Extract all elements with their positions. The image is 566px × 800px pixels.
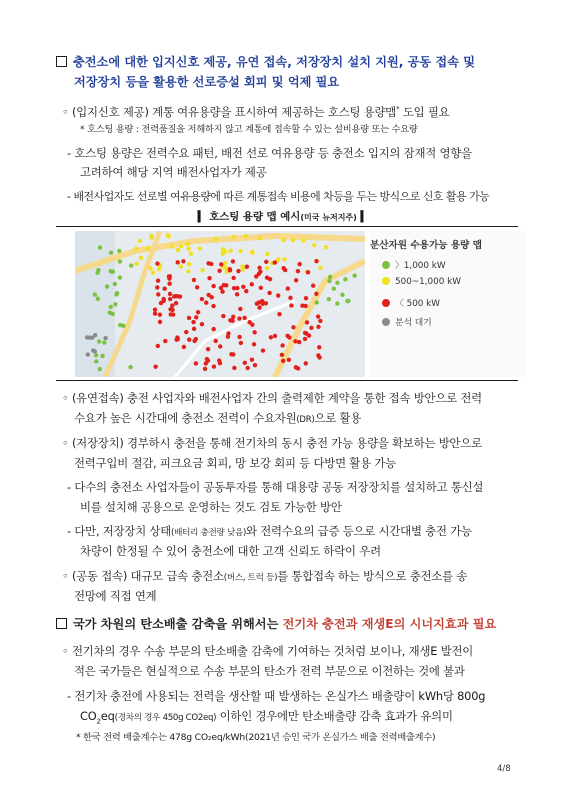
co2-c: 이하인 경우에만 탄소배출량 감축 효과가 유의미 — [216, 709, 453, 723]
map-dot — [242, 316, 246, 320]
map-dot — [252, 342, 256, 346]
map-dot — [223, 261, 227, 265]
map-dot — [103, 336, 107, 340]
map-dot — [317, 355, 321, 359]
map-dot — [206, 293, 210, 297]
map-dot — [317, 345, 321, 349]
map-dot — [194, 361, 198, 365]
map-dot — [186, 269, 190, 273]
p4-line1-a: ◦ (공동 접속) 대규모 급속 충전소 — [62, 569, 224, 583]
map-dot — [194, 315, 198, 319]
map-dot — [316, 325, 320, 329]
map-dot — [306, 270, 310, 274]
map-dot — [158, 312, 162, 316]
map-dot — [156, 279, 160, 283]
map-dot — [228, 268, 232, 272]
p3-dash2-a: - 다만, 저장장치 상태 — [67, 524, 172, 538]
map-dot — [168, 297, 172, 301]
map-dot — [224, 283, 228, 287]
figure-caption — [0, 208, 566, 223]
square-bullet-icon — [56, 56, 67, 67]
map-dot — [117, 249, 121, 253]
map-dot — [335, 281, 339, 285]
map-dot — [332, 286, 336, 290]
map-dot — [96, 297, 100, 301]
legend-title: 분산자원 수용가능 용량 맵 — [370, 240, 482, 251]
map-dot — [277, 312, 281, 316]
p5-dash1-line2 — [80, 706, 453, 731]
map-dot — [245, 366, 249, 370]
map-dot — [153, 364, 157, 368]
map-dot — [304, 361, 308, 365]
map-dot — [115, 291, 119, 295]
map-dot — [250, 251, 254, 255]
map-dot — [273, 260, 277, 264]
map-dot — [189, 251, 193, 255]
map-dot — [265, 252, 269, 256]
map-dot — [286, 286, 290, 290]
map-dot — [206, 358, 210, 362]
map-dot — [181, 259, 185, 263]
map-dot — [318, 265, 322, 269]
map-dot — [335, 301, 339, 305]
map-dot — [314, 292, 318, 296]
p2-line2-a: 수요가 높은 시간대에 충전소 전력이 수요자원 — [74, 411, 297, 425]
map-dot — [211, 284, 215, 288]
map-dot — [273, 334, 277, 338]
map-dot — [238, 307, 242, 311]
map-dot — [218, 344, 222, 348]
map-dot — [314, 259, 318, 263]
map-dot — [252, 330, 256, 334]
map-dot — [282, 257, 286, 261]
map-dot — [109, 305, 113, 309]
map-dot — [94, 353, 98, 357]
map-dot — [96, 268, 100, 272]
map-dot — [149, 235, 153, 239]
map-dot — [167, 282, 171, 286]
co2-sub: 2 — [96, 717, 101, 726]
map-dot — [307, 333, 311, 337]
map-dot — [176, 248, 180, 252]
p2-line2-b: 으로 활용 — [314, 411, 362, 425]
map-dot — [232, 235, 236, 239]
map-dot — [291, 325, 295, 329]
map-dot — [297, 262, 301, 266]
map-dot — [250, 282, 254, 286]
map-dot — [128, 365, 132, 369]
map-dot — [174, 301, 178, 305]
map-dot — [118, 259, 122, 263]
map-dot — [206, 347, 210, 351]
map-dot — [211, 304, 215, 308]
p3-line1: ◦ (저장장치) 경부하시 충전을 통해 전기차의 동시 충전 가능 용량을 확보하는 방안으로 — [62, 436, 482, 450]
map-dot — [184, 330, 188, 334]
p2-line2-small: (DR) — [296, 415, 315, 425]
map-dot — [250, 357, 254, 361]
map-dot — [283, 268, 287, 272]
map-dot — [217, 269, 221, 273]
co2-small: (경차의 경우 450g CO2eq) — [114, 713, 217, 723]
map-dot — [196, 310, 200, 314]
map-dot — [291, 238, 295, 242]
p3-dash2-b: 와 전력수요의 급증 등으로 시간대별 충전 가능 — [246, 524, 472, 538]
map-dot — [280, 343, 284, 347]
map-dot — [244, 234, 248, 238]
map-dot — [213, 237, 217, 241]
map-dot — [134, 262, 138, 266]
map-dot — [134, 246, 138, 250]
map-dot — [276, 293, 280, 297]
legend-label: 분석 대기 — [395, 318, 432, 328]
map-dot — [179, 244, 183, 248]
map-dot — [253, 363, 257, 367]
map-dot — [207, 276, 211, 280]
map-dot — [315, 300, 319, 304]
page-number: 4/8 — [497, 764, 511, 774]
map-dot — [98, 367, 102, 371]
legend-item-red — [382, 296, 440, 309]
map-dot — [219, 286, 223, 290]
map-dot — [187, 316, 191, 320]
map-dot — [109, 251, 113, 255]
section1-heading — [56, 52, 475, 72]
map-dot — [203, 367, 207, 371]
map-dot — [250, 323, 254, 327]
map-dot — [113, 302, 117, 306]
p1-footnote: * 호스팅 용량 : 전력품질을 저해하지 않고 계통에 접속할 수 있는 설비용량 또는 수요량 — [80, 124, 418, 135]
map-dot — [285, 334, 289, 338]
map-dot — [168, 292, 172, 296]
map-dot — [170, 244, 174, 248]
map-dot — [269, 335, 273, 339]
p4-line2: 전망에 직접 연계 — [74, 589, 157, 603]
map-dot — [312, 243, 316, 247]
map-dot — [281, 359, 285, 363]
map-dot — [228, 318, 232, 322]
map-dot — [237, 316, 241, 320]
map-dot — [238, 249, 242, 253]
map-dot — [187, 337, 191, 341]
map-dot — [113, 282, 117, 286]
map-dot — [192, 278, 196, 282]
p5-line2: 적은 국가들은 현실적으로 수송 부문의 탄소가 전력 부문으로 이전하는 것에 불과 — [74, 664, 465, 678]
p5-dash1-line1: - 전기차 충전에 사용되는 전력을 생산할 때 발생하는 온실가스 배출량이 kWh당 800g — [67, 689, 486, 703]
map-dot — [155, 285, 159, 289]
map-dot — [146, 246, 150, 250]
figure-top-rule — [56, 226, 518, 227]
map-dot — [241, 267, 245, 271]
section2-heading — [56, 614, 496, 634]
map-dot — [200, 297, 204, 301]
map-dot — [192, 327, 196, 331]
p1-dash1-line2: 고려하여 해당 지역 배전사업자가 제공 — [80, 165, 267, 179]
p3-dash2-small: (배터리 충전량 낮음) — [171, 528, 247, 538]
map-dot — [237, 335, 241, 339]
p4-line1-small: (버스, 트럭 등) — [223, 573, 278, 583]
hosting-capacity-map — [75, 231, 365, 377]
map-dot — [300, 304, 304, 308]
map-dot — [293, 339, 297, 343]
red-dot-icon — [382, 299, 390, 307]
map-dot — [311, 284, 315, 288]
yellow-dot-icon — [382, 277, 390, 285]
map-dot — [148, 266, 152, 270]
map-legend — [370, 231, 525, 377]
legend-item-grey — [382, 315, 432, 328]
caption-text: 호스팅 용량 맵 예시 — [209, 211, 301, 223]
map-dot — [97, 339, 101, 343]
map-dot — [211, 327, 215, 331]
map-dot — [176, 260, 180, 264]
circle-bullet: ◦ — [62, 104, 69, 119]
caption-bar-left: ▍ — [197, 211, 206, 223]
map-dot — [327, 279, 331, 283]
p3-line2: 전력구입비 절감, 피크요금 회피, 망 보강 회피 등 다방면 활용 가능 — [74, 456, 396, 470]
map-dot — [118, 323, 122, 327]
map-dot — [214, 339, 218, 343]
map-dot — [280, 353, 284, 357]
p3-dash1-line2: 비를 설치해 공용으로 운영하는 것도 검토 가능한 방안 — [80, 500, 342, 514]
map-dot — [108, 310, 112, 314]
map-dot — [327, 297, 331, 301]
map-dot — [226, 334, 230, 338]
map-dot — [93, 349, 97, 353]
map-dot — [309, 326, 313, 330]
square-bullet-icon — [56, 618, 67, 629]
map-dot — [257, 272, 261, 276]
map-dot — [93, 333, 97, 337]
map-dot — [169, 312, 173, 316]
map-dot — [153, 307, 157, 311]
legend-item-yellow — [382, 277, 461, 287]
map-dot — [305, 320, 309, 324]
map-dot — [261, 348, 265, 352]
map-dot — [175, 335, 179, 339]
map-dot — [265, 266, 269, 270]
map-dot — [324, 245, 328, 249]
p1-dash2: - 배전사업자도 선로별 여유용량에 따른 계통접속 비용에 차등을 두는 방식으로 신호 활용 가능 — [67, 190, 490, 203]
map-dot — [232, 286, 236, 290]
p3-dash2-line2: 차량이 한정될 수 있어 충전소에 대한 고객 신뢰도 하락이 우려 — [80, 544, 381, 558]
caption-bar-right: ▍ — [360, 211, 369, 223]
map-dot — [110, 269, 114, 273]
map-dot — [161, 297, 165, 301]
map-dot — [156, 292, 160, 296]
map-dot — [118, 275, 122, 279]
p3-dash1-line1: - 다수의 충전소 사업자들이 공동투자를 통해 대용량 공동 저장장치를 설치하고 통신설 — [67, 480, 484, 494]
p1-text: (입지신호 제공) 계통 여유용량을 표시하여 제공하는 호스팅 용량맵 — [71, 104, 397, 119]
map-dot — [245, 264, 249, 268]
map-dot — [228, 249, 232, 253]
map-graphic — [75, 231, 365, 377]
map-dot — [352, 273, 356, 277]
section1-heading-line1: 충전소에 대한 입지신호 제공, 유연 접속, 저장장치 설치 지원, 공동 접속 및 — [73, 55, 475, 69]
map-dot — [186, 246, 190, 250]
map-dot — [231, 315, 235, 319]
map-dot — [187, 262, 191, 266]
map-dot — [294, 278, 298, 282]
map-dot — [303, 337, 307, 341]
map-dot — [221, 247, 225, 251]
map-dot — [346, 299, 350, 303]
map-dot — [301, 238, 305, 242]
grey-dot-icon — [382, 318, 390, 326]
map-dot — [159, 301, 163, 305]
map-dot — [281, 238, 285, 242]
map-dot — [231, 276, 235, 280]
p1-footnote-mark: * — [396, 105, 400, 113]
map-dot — [239, 341, 243, 345]
map-dot — [296, 269, 300, 273]
map-dot — [241, 285, 245, 289]
map-dot — [294, 365, 298, 369]
map-dot — [304, 296, 308, 300]
map-dot — [261, 302, 265, 306]
map-dot — [217, 358, 221, 362]
section2-heading-b: 전기차 충전과 재생E의 시너지효과 필요 — [282, 617, 497, 631]
map-dot — [244, 289, 248, 293]
map-dot — [175, 294, 179, 298]
map-dot — [200, 322, 204, 326]
map-dot — [288, 296, 292, 300]
map-dot — [200, 268, 204, 272]
map-dot — [102, 340, 106, 344]
map-dot — [268, 277, 272, 281]
map-dot — [257, 266, 261, 270]
map-dot — [179, 264, 183, 268]
map-dot — [93, 292, 97, 296]
map-dot — [194, 337, 198, 341]
map-dot — [156, 344, 160, 348]
map-dot — [151, 270, 155, 274]
map-dot — [138, 239, 142, 243]
legend-item-green — [382, 258, 446, 271]
legend-label: 〈 500 kW — [395, 299, 440, 309]
map-dot — [276, 257, 280, 261]
map-dot — [158, 320, 162, 324]
p4-line1 — [62, 566, 467, 588]
map-dot — [318, 319, 322, 323]
map-dot — [167, 274, 171, 278]
map-dot — [163, 339, 167, 343]
map-dot — [209, 262, 213, 266]
map-dot — [170, 303, 174, 307]
map-dot — [343, 277, 347, 281]
map-dot — [243, 361, 247, 365]
map-dot — [258, 236, 262, 240]
p1-line — [62, 99, 449, 122]
p2-line1: ◦ (유연접속) 충전 사업자와 배전사업자 간의 출력제한 계약을 통한 접속 방안으로 전력 — [62, 391, 482, 405]
map-dot — [86, 352, 90, 356]
map-dot — [198, 246, 202, 250]
map-dot — [231, 352, 235, 356]
p4-line1-b: 를 통합접속 하는 방식으로 충전소를 송 — [277, 569, 468, 583]
legend-label: 〉1,000 kW — [395, 261, 446, 271]
map-dot — [232, 366, 236, 370]
map-dot — [129, 263, 133, 267]
map-dot — [186, 242, 190, 246]
map-dot — [166, 233, 170, 237]
figure-bottom-rule — [56, 380, 518, 381]
map-dot — [257, 305, 261, 309]
map-dot — [162, 287, 166, 291]
p3-dash2-line1 — [67, 521, 472, 543]
map-dot — [287, 358, 291, 362]
map-dot — [153, 311, 157, 315]
map-dot — [212, 364, 216, 368]
green-dot-icon — [382, 261, 390, 269]
map-dot — [289, 303, 293, 307]
map-dot — [157, 267, 161, 271]
p5-line1: ◦ 전기차의 경우 수송 부문의 탄소배출 감축에 기여하는 것처럼 보이나, 재생E 발전이 — [62, 644, 474, 658]
map-dot — [303, 331, 307, 335]
map-dot — [219, 262, 223, 266]
map-dot — [195, 285, 199, 289]
map-dot — [182, 345, 186, 349]
map-dot — [155, 261, 159, 265]
map-dot — [85, 335, 89, 339]
map-dot — [105, 284, 109, 288]
p2-line2 — [74, 408, 361, 430]
co2-b: eq — [100, 709, 115, 723]
map-dot — [231, 259, 235, 263]
map-dot — [328, 275, 332, 279]
legend-label: 500~1,000 kW — [395, 277, 461, 287]
map-dot — [98, 245, 102, 249]
section1-heading-line2: 저장장치 등을 활용한 선로증설 회피 및 억제 필요 — [74, 75, 340, 89]
map-dot — [204, 301, 208, 305]
map-dot — [94, 359, 98, 363]
map-dot — [316, 314, 320, 318]
map-dot — [267, 291, 271, 295]
map-dot — [297, 340, 301, 344]
map-dot — [340, 293, 344, 297]
map-dot — [235, 292, 239, 296]
caption-small: (미국 뉴저지주) — [300, 213, 357, 222]
p5-footnote: * 한국 전력 배출계수는 478g CO₂eq/kWh(2021년 승인 국가 온실가스 배출 전력배출계수) — [76, 732, 436, 743]
co2-a: CO — [80, 709, 97, 723]
map-dot — [168, 307, 172, 311]
section2-heading-a: 국가 차원의 탄소배출 감축을 위해서는 — [73, 617, 283, 631]
map-dot — [221, 314, 225, 318]
map-dot — [191, 320, 195, 324]
map-dot — [236, 269, 240, 273]
map-dot — [100, 354, 104, 358]
map-dot — [264, 260, 268, 264]
map-dot — [259, 286, 263, 290]
p1-text-end: 도입 필요 — [399, 104, 450, 119]
map-dot — [139, 256, 143, 260]
p1-dash1-line1: - 호스팅 용량은 전력수요 패턴, 배전 선로 여유용량 등 충전소 입지의 잠재적 영향을 — [67, 146, 472, 160]
